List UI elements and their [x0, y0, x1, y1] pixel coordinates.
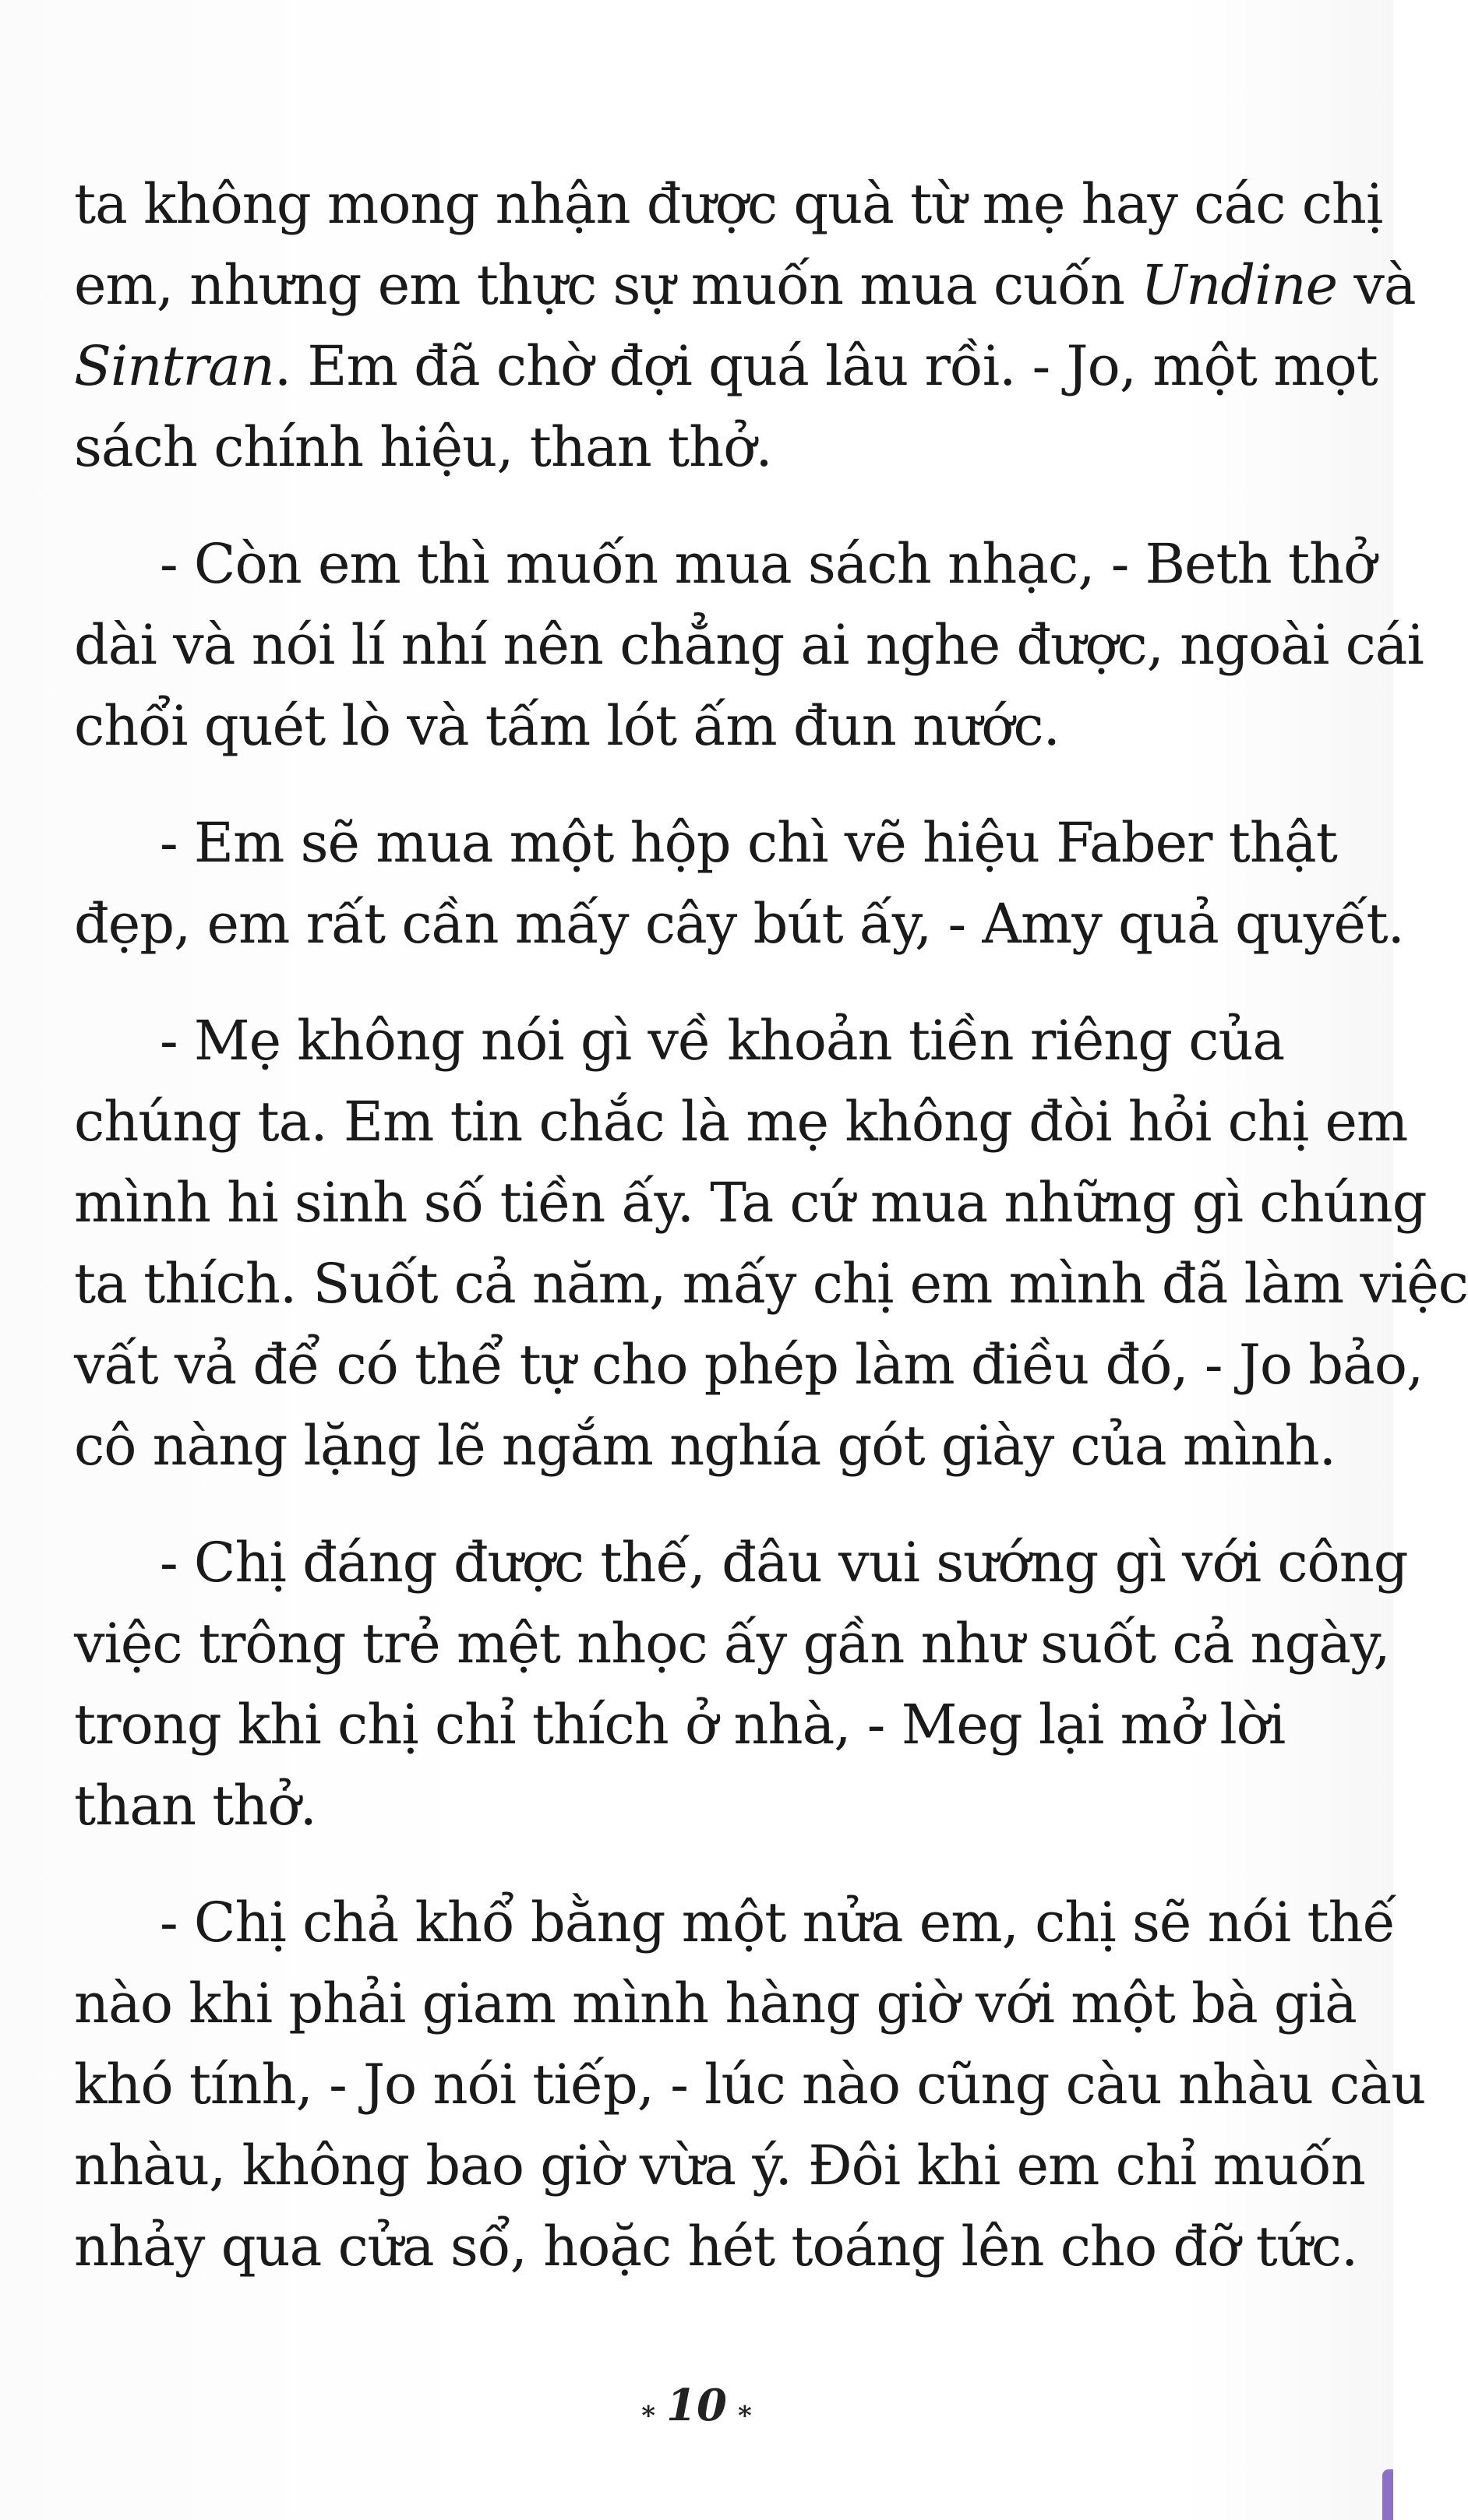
- text-line: em, nhưng em thực sự muốn mua cuốn Undine và: [74, 253, 1416, 317]
- text-line: cô nàng lặng lẽ ngắm nghía gót giày của mình.: [74, 1414, 1336, 1478]
- text-line: ta thích. Suốt cả năm, mấy chị em mình đã làm việc: [74, 1252, 1468, 1316]
- paragraph-1: [74, 164, 1416, 488]
- text-line: than thở.: [74, 1774, 316, 1838]
- body-text: [74, 164, 1468, 2323]
- text-line: vất vả để có thể tự cho phép làm điều đó, - Jo bảo,: [74, 1333, 1424, 1397]
- text-line: dài và nói lí nhí nên chẳng ai nghe được, ngoài cái: [74, 613, 1424, 677]
- text-line: - Còn em thì muốn mua sách nhạc, - Beth thở: [160, 532, 1376, 596]
- text-line: - Chị đáng được thế, đâu vui sướng gì với công: [160, 1531, 1408, 1595]
- page-edge-mark: [1382, 2469, 1393, 2520]
- paragraph-3: [74, 802, 1404, 964]
- text-line: trong khi chị chỉ thích ở nhà, - Meg lại mở lời: [74, 1693, 1286, 1757]
- text-line: ta không mong nhận được quà từ mẹ hay các chị: [74, 172, 1383, 236]
- page-number: 10: [666, 2380, 727, 2431]
- text-line: sách chính hiệu, than thở.: [74, 415, 772, 479]
- paragraph-6: [74, 1882, 1426, 2287]
- ornament-left-icon: ⁎: [641, 2393, 656, 2425]
- paragraph-2: [74, 523, 1424, 767]
- text-line: nhàu, không bao giờ vừa ý. Đôi khi em chỉ muốn: [74, 2134, 1365, 2198]
- text-line: nhảy qua cửa sổ, hoặc hét toáng lên cho đỡ tức.: [74, 2215, 1358, 2279]
- text-line: nào khi phải giam mình hàng giờ với một bà già: [74, 1972, 1357, 2035]
- text-line: - Chị chả khổ bằng một nửa em, chị sẽ nói thế: [160, 1891, 1396, 1954]
- ornament-right-icon: ⁎: [737, 2393, 752, 2425]
- page-footer: [0, 2380, 1393, 2431]
- text-line: khó tính, - Jo nói tiếp, - lúc nào cũng càu nhàu càu: [74, 2053, 1426, 2116]
- text-line: Sintran. Em đã chờ đợi quá lâu rồi. - Jo, một mọt: [74, 334, 1378, 398]
- text-line: mình hi sinh số tiền ấy. Ta cứ mua những gì chúng: [74, 1171, 1427, 1235]
- paragraph-5: [74, 1522, 1408, 1846]
- text-line: chúng ta. Em tin chắc là mẹ không đòi hỏi chị em: [74, 1090, 1408, 1154]
- text-line: - Mẹ không nói gì về khoản tiền riêng của: [160, 1009, 1285, 1073]
- text-line: - Em sẽ mua một hộp chì vẽ hiệu Faber thật: [160, 811, 1337, 875]
- text-line: đẹp, em rất cần mấy cây bút ấy, - Amy quả quyết.: [74, 892, 1404, 956]
- text-line: việc trông trẻ mệt nhọc ấy gần như suốt cả ngày,: [74, 1612, 1390, 1676]
- text-line: chổi quét lò và tấm lót ấm đun nước.: [74, 694, 1060, 758]
- paragraph-4: [74, 1000, 1468, 1486]
